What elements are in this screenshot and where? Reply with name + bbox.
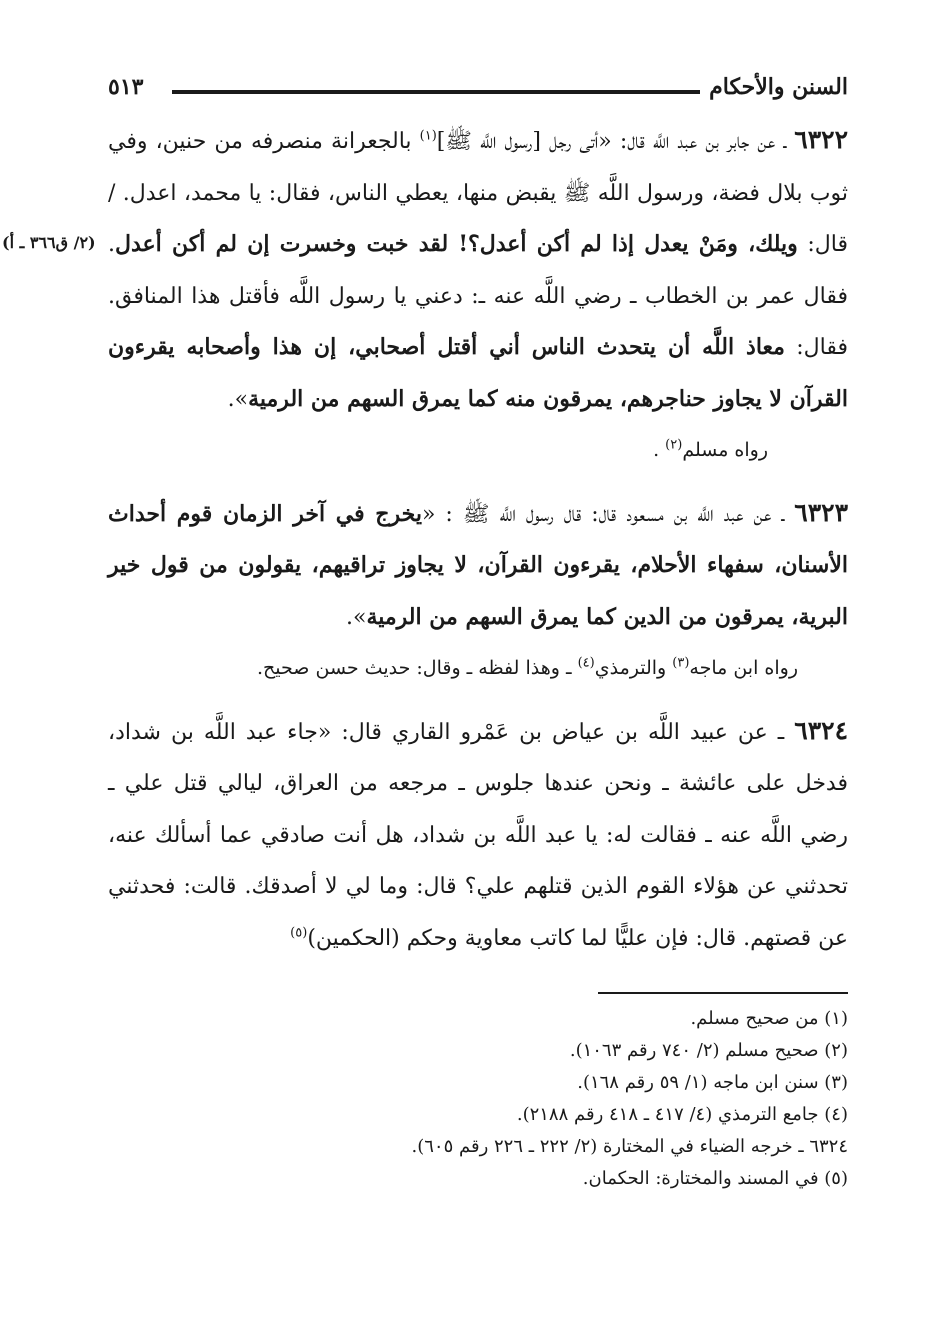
source-text: . (653, 439, 666, 461)
footnote: ٦٣٢٤ ـ خرجه الضياء في المختارة (٢/ ٢٢٢ ـ ٢٢٦ رقم ٦٠٥). (411, 1136, 848, 1157)
hadith-text: ـ عن عبيد اللَّه بن عياض بن عَمْرو القاري قال: «جاء عبد اللَّه بن شداد، فدخل على عائشة ـ ونحن عندها جلوس ـ مرجعه من العراق، ليالي قتل علي ـ رضي اللَّه عنه ـ فقالت له: يا عبد اللَّه بن شداد، هل أنت صادقي عما أسألك عنه، تحدثني عن هؤلاء القوم الذين قتلهم علي؟ قال: وما لي لا أصدقك. قالت: فحدثني عن قصتهم. قال: فإن عليًّا لما كاتب معاوية وحكم (الحكمين) (108, 719, 848, 951)
main-text (108, 114, 848, 964)
hadith-text: . فقال عمر بن الخطاب ـ رضي اللَّه عنه ـ: دعني يا رسول اللَّه فأقتل هذا المنافق. فقال: (108, 232, 848, 360)
hadith-text: ». (346, 604, 367, 630)
manuscript-margin-note: (٢/ ق٣٦٦ ـ أ) (2, 233, 96, 252)
footnotes (108, 1003, 848, 1195)
footnote-ref: (٢) (665, 437, 683, 453)
hadith-text: بالجعرانة منصرفه من حنين، وفي ثوب بلال فضة، ورسول اللَّه ﷺ يقبض منها، يعطي الناس، فقال: يا محمد، اعدل. / قال: (108, 129, 849, 257)
hadith-text: ». (227, 386, 249, 412)
header-rule (172, 90, 700, 94)
source-text: ـ وهذا لفظه ـ وقال: حديث حسن صحيح. (257, 657, 578, 679)
source-text: والترمذي (594, 657, 673, 679)
source-text: رواه مسلم (682, 439, 768, 461)
footnote-ref: (٤) (577, 655, 595, 671)
footnote: (٤) جامع الترمذي (٤/ ٤١٧ ـ ٤١٨ رقم ٢١٨٨). (516, 1104, 848, 1125)
hadith-text: ـ عن عبد اللَّه بن مسعود قال: قال رسول اللَّه ﷺ : « (421, 501, 795, 527)
footnote-ref: (٥) (290, 925, 308, 941)
page-number: ٥١٣ (108, 74, 144, 100)
hadith-text: ـ عن جابر بن عبد اللَّه قال: «أتى رجل [رسول اللَّه ﷺ] (436, 129, 795, 154)
footnote: (٣) سنن ابن ماجه (١/ ٥٩ رقم ١٦٨). (577, 1072, 848, 1093)
hadith-number: ٦٣٢٤ (794, 715, 848, 745)
footnote: (٢) صحيح مسلم (٢/ ٧٤٠ رقم ١٠٦٣). (569, 1040, 848, 1061)
footnote-ref: (٣) (672, 655, 690, 671)
running-header (108, 72, 848, 116)
prophetic-speech: يخرج في آخر الزمان قوم أحداث الأسنان، سفهاء الأحلام، يقرءون القرآن، لا يجاوز تراقيهم، يقولون من قول خير البرية، يمرقون من الدين كما يمرق السهم من الرمية (108, 500, 848, 630)
prophetic-speech: ويلك، ومَنْ يعدل إذا لم أكن أعدل؟! لقد خبت وخسرت إن لم أكن أعدل (115, 231, 798, 257)
narration-source (108, 643, 848, 695)
hadith-6323 (108, 487, 848, 644)
footnote: (١) من صحيح مسلم. (690, 1008, 848, 1029)
footnote: (٥) في المسند والمختارة: الحكمان. (582, 1168, 848, 1189)
source-text: رواه ابن ماجه (689, 657, 798, 679)
hadith-number: ٦٣٢٢ (794, 125, 848, 154)
narration-source (108, 425, 848, 477)
footnote-ref: (١) (419, 128, 437, 144)
footnote-separator (598, 992, 848, 994)
hadith-6322 (108, 114, 848, 425)
hadith-number: ٦٣٢٣ (794, 497, 848, 527)
running-title: السنن والأحكام (709, 74, 848, 100)
hadith-6324 (108, 705, 848, 965)
prophetic-speech: معاذ اللَّه أن يتحدث الناس أني أقتل أصحابي، إن هذا وأصحابه يقرءون القرآن لا يجاوز حناجرهم، يمرقون منه كما يمرق السهم من الرمية (108, 334, 848, 412)
